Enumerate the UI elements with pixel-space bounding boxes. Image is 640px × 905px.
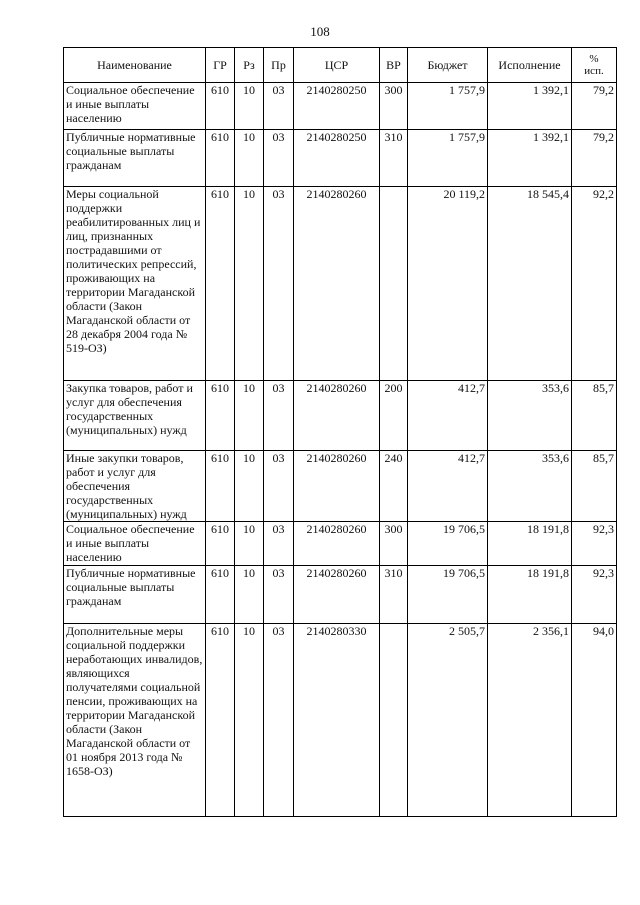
cell-budget: 1 757,9 bbox=[408, 130, 488, 187]
cell-budget: 412,7 bbox=[408, 381, 488, 451]
cell-percent: 79,2 bbox=[572, 130, 617, 187]
column-header-rz: Рз bbox=[235, 48, 264, 83]
table-row bbox=[64, 451, 617, 522]
cell-rz: 10 bbox=[235, 624, 264, 817]
cell-budget: 412,7 bbox=[408, 451, 488, 522]
cell-rz: 10 bbox=[235, 187, 264, 381]
cell-budget: 19 706,5 bbox=[408, 522, 488, 566]
cell-name: Социальное обеспечение и иные выплаты населению bbox=[64, 83, 206, 130]
cell-execution: 353,6 bbox=[488, 451, 572, 522]
cell-csr: 2140280260 bbox=[294, 566, 380, 624]
table-row bbox=[64, 130, 617, 187]
cell-name: Закупка товаров, работ и услуг для обеспечения государственных (муниципальных) нужд bbox=[64, 381, 206, 451]
cell-vr: 310 bbox=[380, 566, 408, 624]
page-number: 108 bbox=[310, 24, 330, 39]
budget-execution-table bbox=[63, 47, 617, 817]
table-row bbox=[64, 566, 617, 624]
cell-gr: 610 bbox=[206, 451, 235, 522]
cell-vr: 300 bbox=[380, 83, 408, 130]
column-header-name: Наименование bbox=[64, 48, 206, 83]
cell-vr: 200 bbox=[380, 381, 408, 451]
cell-budget: 2 505,7 bbox=[408, 624, 488, 817]
cell-pr: 03 bbox=[264, 381, 294, 451]
cell-vr: 300 bbox=[380, 522, 408, 566]
cell-execution: 1 392,1 bbox=[488, 130, 572, 187]
cell-gr: 610 bbox=[206, 130, 235, 187]
cell-csr: 2140280330 bbox=[294, 624, 380, 817]
table-row bbox=[64, 83, 617, 130]
table-header-row bbox=[64, 48, 617, 83]
cell-gr: 610 bbox=[206, 381, 235, 451]
cell-rz: 10 bbox=[235, 83, 264, 130]
table-row bbox=[64, 187, 617, 381]
cell-rz: 10 bbox=[235, 566, 264, 624]
cell-percent: 92,3 bbox=[572, 522, 617, 566]
cell-name: Меры социальной поддержки реабилитированных лиц и лиц, признанных пострадавшими от политических репрессий, проживающих на территории Магаданской области (Закон Магаданской области от 28 декабря 2004 года № 519-ОЗ) bbox=[64, 187, 206, 381]
cell-execution: 353,6 bbox=[488, 381, 572, 451]
cell-execution: 1 392,1 bbox=[488, 83, 572, 130]
cell-execution: 2 356,1 bbox=[488, 624, 572, 817]
table-row bbox=[64, 624, 617, 817]
cell-csr: 2140280250 bbox=[294, 83, 380, 130]
cell-csr: 2140280260 bbox=[294, 187, 380, 381]
cell-percent: 94,0 bbox=[572, 624, 617, 817]
cell-vr: 240 bbox=[380, 451, 408, 522]
cell-percent: 79,2 bbox=[572, 83, 617, 130]
cell-csr: 2140280260 bbox=[294, 522, 380, 566]
cell-pr: 03 bbox=[264, 130, 294, 187]
column-header-execution: Исполнение bbox=[488, 48, 572, 83]
cell-percent: 85,7 bbox=[572, 451, 617, 522]
cell-percent: 85,7 bbox=[572, 381, 617, 451]
cell-vr bbox=[380, 187, 408, 381]
cell-rz: 10 bbox=[235, 130, 264, 187]
column-header-percent: % исп. bbox=[572, 48, 617, 83]
cell-name: Публичные нормативные социальные выплаты гражданам bbox=[64, 566, 206, 624]
cell-gr: 610 bbox=[206, 187, 235, 381]
cell-name: Социальное обеспечение и иные выплаты населению bbox=[64, 522, 206, 566]
cell-pr: 03 bbox=[264, 187, 294, 381]
cell-percent: 92,3 bbox=[572, 566, 617, 624]
table-row bbox=[64, 381, 617, 451]
cell-budget: 1 757,9 bbox=[408, 83, 488, 130]
column-header-gr: ГР bbox=[206, 48, 235, 83]
column-header-budget: Бюджет bbox=[408, 48, 488, 83]
cell-pr: 03 bbox=[264, 522, 294, 566]
cell-execution: 18 545,4 bbox=[488, 187, 572, 381]
cell-name: Дополнительные меры социальной поддержки неработающих инвалидов, являющихся получателями социальной пенсии, проживающих на территории Магаданской области (Закон Магаданской области от 01 ноября 2013 года № 1658-ОЗ) bbox=[64, 624, 206, 817]
cell-execution: 18 191,8 bbox=[488, 566, 572, 624]
cell-gr: 610 bbox=[206, 624, 235, 817]
column-header-vr: ВР bbox=[380, 48, 408, 83]
cell-gr: 610 bbox=[206, 566, 235, 624]
cell-gr: 610 bbox=[206, 83, 235, 130]
cell-name: Иные закупки товаров, работ и услуг для обеспечения государственных (муниципальных) нужд bbox=[64, 451, 206, 522]
cell-name: Публичные нормативные социальные выплаты гражданам bbox=[64, 130, 206, 187]
cell-pr: 03 bbox=[264, 83, 294, 130]
cell-csr: 2140280260 bbox=[294, 451, 380, 522]
cell-execution: 18 191,8 bbox=[488, 522, 572, 566]
table-row bbox=[64, 522, 617, 566]
cell-rz: 10 bbox=[235, 451, 264, 522]
cell-rz: 10 bbox=[235, 522, 264, 566]
cell-vr: 310 bbox=[380, 130, 408, 187]
cell-csr: 2140280250 bbox=[294, 130, 380, 187]
cell-csr: 2140280260 bbox=[294, 381, 380, 451]
cell-pr: 03 bbox=[264, 624, 294, 817]
cell-pr: 03 bbox=[264, 451, 294, 522]
column-header-pr: Пр bbox=[264, 48, 294, 83]
cell-percent: 92,2 bbox=[572, 187, 617, 381]
cell-rz: 10 bbox=[235, 381, 264, 451]
column-header-csr: ЦСР bbox=[294, 48, 380, 83]
cell-gr: 610 bbox=[206, 522, 235, 566]
cell-pr: 03 bbox=[264, 566, 294, 624]
cell-vr bbox=[380, 624, 408, 817]
cell-budget: 19 706,5 bbox=[408, 566, 488, 624]
cell-budget: 20 119,2 bbox=[408, 187, 488, 381]
